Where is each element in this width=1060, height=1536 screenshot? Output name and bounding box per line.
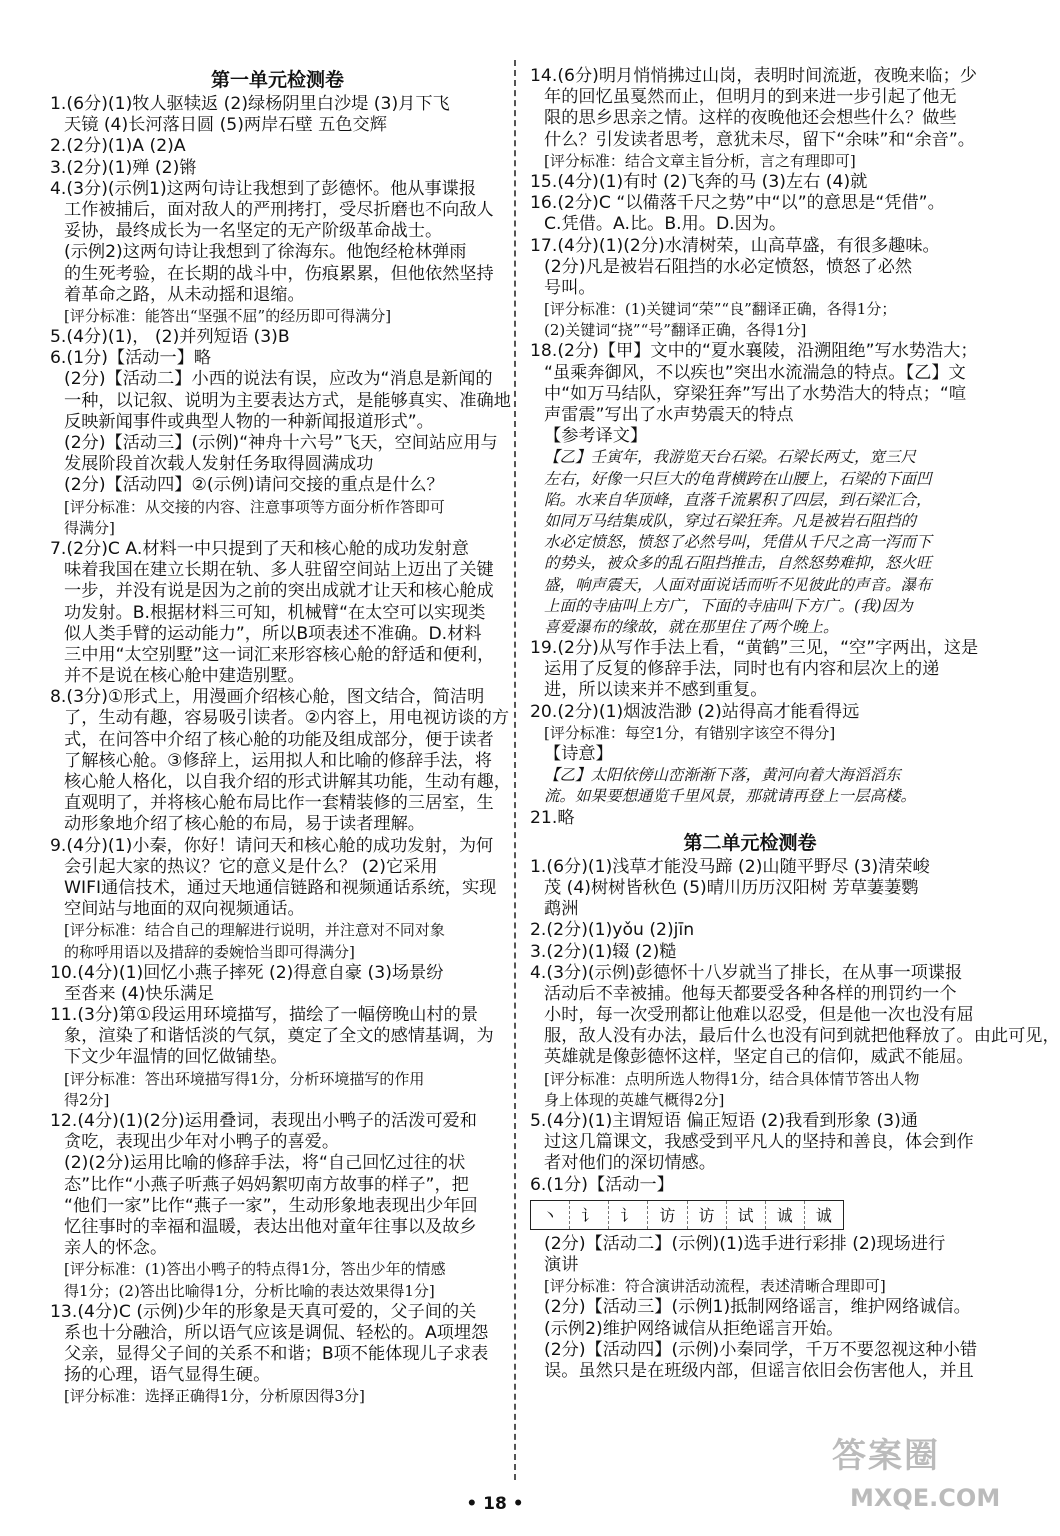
answer-line: [评分标准：结合自己的理解进行说明，并注意对不同对象 (64, 921, 445, 940)
answer-line: 身上体现的英雄气概得2分] (544, 1090, 725, 1109)
answer-line: 1.(6分)(1)牧人驱犊返 (2)绿杨阴里白沙堤 (3)月下飞 (50, 94, 450, 114)
answer-line: (2分)【活动二】小西的说法有误，应改为“消息是新闻的 (64, 369, 493, 390)
answer-line: 的势头，被众多的乱石阻挡推击，自然怒势难抑，怒火旺 (544, 554, 932, 573)
right-column (530, 66, 1060, 1382)
answer-line: 8.(3分)①形式上，用漫画介绍核心舱，图文结合，简洁明 (50, 687, 485, 708)
answer-line: 9.(4分)(1)小秦，你好！请问天和核心舱的成功发射，为何 (50, 835, 494, 856)
answer-line: (2分)【活动三】(示例1)抵制网络谣言，维护网络诚信。 (544, 1297, 971, 1318)
answer-line: 贪吃，表现出少年对小鸭子的喜爱。 (64, 1132, 340, 1153)
stroke-cell: 访 (648, 1201, 687, 1229)
answer-line: (2)关键词“挠”“号”翻译正确，各得1分] (544, 321, 807, 340)
answer-line: 父亲，显得父子间的关系不和谐；B项不能体现儿子求表 (64, 1344, 489, 1365)
answer-line: 年的回忆虽戛然而止，但明月的到来进一步引起了他无 (544, 87, 957, 108)
answer-line: 陷。水来自华顶峰，直落千流累积了四层，到石梁汇合， (544, 490, 932, 509)
answer-line: 11.(3分)第①段运用环境描写，描绘了一幅傍晚山村的景 (50, 1005, 479, 1026)
answer-line: [评分标准：符合演讲活动流程，表述清晰合理即可] (544, 1277, 886, 1296)
answer-line: 4.(3分)(示例)彭德怀十八岁就当了排长，在从事一项谍报 (530, 962, 963, 983)
answer-line: 如同万马结集成队，穿过石梁狂奔。凡是被岩石阻挡的 (544, 511, 917, 530)
answer-line: 13.(4分)C (示例)少年的形象是天真可爱的，父子间的关 (50, 1301, 477, 1322)
answer-line: 象，渲染了和谐恬淡的气氛，奠定了全文的感情基调，为 (64, 1026, 494, 1047)
stroke-cell: 诚 (766, 1201, 805, 1229)
watermark-logo: 答案圈 (832, 1436, 940, 1476)
answer-line: 上面的寺庙叫上方广，下面的寺庙叫下方广。(我)因为 (544, 596, 913, 615)
answer-line: 鹉洲 (544, 899, 579, 920)
right-answer-lines-c (530, 1233, 978, 1382)
answer-line: 【诗意】 (544, 744, 613, 764)
answer-line: [评分标准：从交接的内容、注意事项等方面分析作答即可 (64, 497, 445, 516)
answer-line: (示例2)这两句诗让我想到了徐海东。他饱经枪林弹雨 (64, 242, 467, 263)
column-divider (514, 60, 516, 1480)
answer-line: 活动后不幸被捕。他每天都要受各种各样的刑罚约一个 (544, 983, 957, 1004)
answer-line: [评分标准：点明所选人物得1分，结合具体情节答出人物 (544, 1069, 920, 1088)
answer-line: [评分标准：结合文章主旨分析，言之有理即可] (544, 151, 856, 170)
answer-line: 号叫。 (544, 277, 596, 298)
answer-line: 发展阶段首次载人发射任务取得圆满成功 (64, 454, 374, 475)
answer-line: 一步，并没有说是因为之前的突出成就才让天和核心舱成 (64, 581, 494, 602)
answer-line: 4.(3分)(示例1)这两句诗让我想到了彭德怀。他从事谍报 (50, 178, 477, 199)
answer-line: 核心舱人格化，以自我介绍的形式讲解其功能，生动有趣， (64, 772, 511, 792)
answer-line: 演讲 (544, 1254, 579, 1275)
stroke-cell: 丶 (531, 1201, 570, 1229)
answer-line: 5.(4分)(1)， (2)并列短语 (3)B (50, 327, 290, 348)
answer-line: 得2分] (64, 1090, 110, 1109)
answer-line: 2.(2分)(1)A (2)A (50, 136, 186, 157)
answer-line: (2分)【活动二】(示例)(1)选手进行彩排 (2)现场进行 (544, 1233, 946, 1254)
watermark-url: MXQE.COM (850, 1484, 1001, 1512)
stroke-order-grid (530, 1200, 844, 1230)
answer-line: 【乙】太阳依傍山峦渐渐下落，黄河向着大海滔滔东 (544, 766, 901, 785)
answer-line: [评分标准：能答出“坚强不屈”的经历即可得满分] (64, 306, 392, 325)
answer-line: 了，生动有趣，容易吸引读者。②内容上，用电视访谈的方 (64, 708, 510, 729)
answer-line: 限的思乡思亲之情。这样的夜晚他还会想些什么？做些 (544, 108, 957, 129)
answer-line: 了解核心舱。③修辞上，运用拟人和比喻的修辞手法，将 (64, 750, 492, 771)
answer-line: 者对他们的深切情感。 (544, 1153, 716, 1174)
answer-line: 12.(4分)(1)(2分)运用叠词，表现出小鸭子的活泼可爱和 (50, 1111, 477, 1131)
answer-line: 味着我国在建立长期在轨、多人驻留空间站上迈出了关键 (64, 560, 494, 581)
answer-line: 空间站与地面的双向视频通话。 (64, 899, 305, 920)
answer-line: 会引起大家的热议？它的意义是什么？ (2)它采用 (64, 856, 438, 877)
answer-line: 英雄就是像彭德怀这样，坚定自己的信仰，威武不能屈。 (544, 1047, 974, 1068)
unit-1-title: 第一单元检测卷 (210, 69, 344, 91)
answer-line: 直观明了，并将核心舱布局比作一套精装修的三居室，生 (64, 793, 494, 814)
answer-line: 5.(4分)(1)主谓短语 偏正短语 (2)我看到形象 (3)通 (530, 1111, 918, 1131)
answer-line: 忆往事时的幸福和温暖，表达出他对童年往事以及故乡 (64, 1216, 477, 1237)
answer-line: 服，敌人没有办法，最后什么也没有问到就把他释放了。由此可见， (544, 1026, 1060, 1047)
left-column (50, 66, 511, 1408)
answer-line: 19.(2分)从写作手法上看，“黄鹤”三见，“空”字两出，这是 (530, 638, 979, 659)
answer-line: 3.(2分)(1)辍 (2)糙 (530, 941, 677, 962)
answer-line: (2分)凡是被岩石阻挡的水必定愤怒，愤怒了必然 (544, 256, 913, 277)
answer-line: 得满分] (64, 518, 115, 537)
answer-line: 的生死考验，在长期的战斗中，伤痕累累，但他依然坚持 (64, 263, 494, 284)
answer-line: 并不是说在核心舱中建造别墅。 (64, 666, 305, 687)
answer-line: 得1分；(2)答出比喻得1分，分析比喻的表达效果得1分] (64, 1281, 435, 1300)
answer-line: (示例2)维护网络诚信从拒绝谣言开始。 (544, 1318, 844, 1339)
answer-line: 6.(1分)【活动一】略 (50, 348, 212, 369)
stroke-cell: 讠 (570, 1201, 609, 1229)
answer-line: 15.(4分)(1)有时 (2)飞奔的马 (3)左右 (4)就 (530, 171, 868, 192)
answer-line: [评分标准：答出环境描写得1分，分析环境描写的作用 (64, 1069, 425, 1088)
answer-line: [评分标准：每空1分，有错别字该空不得分] (544, 723, 836, 742)
answer-line: 流。如果要想通览千里风景，那就请再登上一层高楼。 (544, 787, 917, 806)
answer-line: 动形象地介绍了核心舱的布局，易于读者理解。 (64, 814, 425, 835)
answer-line: (2分)【活动四】(示例)小秦同学，千万不要忽视这种小错 (544, 1339, 978, 1360)
answer-line: 着革命之路，从未动摇和退缩。 (64, 284, 305, 305)
answer-line: 18.(2分)【甲】文中的“夏水襄陵，沿溯阻绝”写水势浩大； (530, 341, 978, 362)
answer-line: 16.(2分)C “以備落千尺之势”中“以”的意思是“凭借”。 (530, 193, 945, 214)
answer-line: 17.(4分)(1)(2分)水清树荣，山高草盛，有很多趣味。 (530, 235, 940, 256)
answer-line: 左右，好像一只巨大的龟背横跨在山腰上，石梁的下面凹 (544, 469, 932, 488)
answer-line: 声雷震”写出了水声势震天的特点 (544, 405, 794, 425)
answer-line: 反映新闻事件或典型人物的一种新闻报道形式”。 (64, 411, 434, 432)
answer-line: 扬的心理，语气显得生硬。 (64, 1365, 271, 1386)
answer-line: 下文少年温情的回忆做铺垫。 (64, 1047, 288, 1068)
answer-line: 茂 (4)树树皆秋色 (5)晴川历历汉阳树 芳草萋萋鹦 (544, 877, 919, 898)
answer-line: [评分标准：(1)关键词“荣”“良”翻译正确，各得1分； (544, 300, 897, 319)
stroke-cell: 试 (727, 1201, 766, 1229)
answer-line: 7.(2分)C A.材料一中只提到了天和核心舱的成功发射意 (50, 538, 469, 559)
answer-line: 3.(2分)(1)殚 (2)锵 (50, 157, 197, 178)
answer-line: 功发射。B.根据材料三可知，机械臂“在太空可以实现类 (64, 602, 486, 623)
answer-line: 态”比作“小燕子听燕子妈妈絮叨南方故事的样子”，把 (64, 1174, 469, 1195)
answer-line: 什么？引发读者思考，意犹未尽，留下“余味”和“余音”。 (544, 129, 975, 150)
answer-line: “他们一家”比作“燕子一家”，生动形象地表现出少年回 (64, 1195, 478, 1216)
answer-line: (2分)【活动三】(示例)“神舟十六号”飞天，空间站应用与 (64, 433, 498, 453)
answer-line: (2)(2分)运用比喻的修辞手法，将“自己回忆过往的状 (64, 1153, 466, 1174)
right-answer-lines-a (530, 66, 979, 829)
answer-line: 三中用“太空别墅”这一词汇来形容核心舱的舒适和便利， (64, 644, 495, 665)
answer-line: 至沓来 (4)快乐满足 (64, 983, 215, 1004)
answer-line: 中“如万马结队，穿梁狂奔”写出了水势浩大的特点；“喧 (544, 383, 967, 404)
answer-line: 盛，响声震天，人面对面说话而听不见彼此的声音。瀑布 (544, 575, 932, 594)
answer-line: 天镜 (4)长河落日圆 (5)两岸石壁 五色交辉 (64, 115, 387, 136)
answer-line: “虽乘奔御风，不以疾也”突出水流湍急的特点。【乙】文 (544, 362, 966, 383)
answer-line: 式，在问答中介绍了核心舱的功能及组成部分，便于读者 (64, 729, 494, 750)
answer-line: [评分标准：选择正确得1分，分析原因得3分] (64, 1387, 365, 1406)
answer-line: 6.(1分)【活动一】 (530, 1174, 674, 1195)
right-answer-lines-b (530, 856, 1060, 1196)
answer-line: 小时，每一次受刑都让他难以忍受，但是他一次也没有屈 (544, 1005, 974, 1026)
answer-line: [评分标准：(1)答出小鸭子的特点得1分，答出少年的情感 (64, 1260, 446, 1279)
page-number: • 18 • (466, 1494, 524, 1514)
answer-line: 1.(6分)(1)浅草才能没马蹄 (2)山随平野尽 (3)清荣峻 (530, 856, 930, 877)
answer-line: 【乙】壬寅年，我游览天台石梁。石梁长两丈，宽三尺 (544, 448, 917, 467)
left-answer-lines (50, 94, 511, 1408)
answer-line: 水必定愤怒，愤怒了必然号叫，凭借从千尺之高一泻而下 (544, 533, 932, 552)
stroke-cell: 诚 (815, 1206, 832, 1226)
answer-line: 一种，以记叙、说明为主要表达方式，是能够真实、准确地 (64, 390, 511, 411)
answer-line: 似人类手臂的运动能力”，所以B项表述不准确。D.材料 (64, 623, 482, 644)
answer-line: 的称呼用语以及措辞的委婉恰当即可得满分] (64, 942, 355, 961)
answer-line: C.凭借。A.比。B.用。D.因为。 (544, 214, 787, 235)
answer-line: 进，所以读来并不感到重复。 (544, 680, 768, 701)
answer-line: WIFI通信技术，通过天地通信链路和视频通话系统，实现 (64, 877, 497, 898)
answer-line: 妥协，最终成长为一名坚定的无产阶级革命战士。 (64, 221, 443, 242)
answer-line: 10.(4分)(1)回忆小燕子摔死 (2)得意自豪 (3)场景纷 (50, 962, 444, 983)
answer-line: 2.(2分)(1)yǒu (2)jīn (530, 920, 695, 941)
stroke-cell: 讠 (609, 1201, 648, 1229)
answer-line: (2分)【活动四】②(示例)请问交接的重点是什么？ (64, 475, 444, 496)
answer-line: 喜爱瀑布的缘故，就在那里住了两个晚上。 (544, 617, 839, 636)
unit-2-title: 第二单元检测卷 (683, 831, 817, 854)
answer-line: 运用了反复的修辞手法，同时也有内容和层次上的递 (544, 659, 940, 680)
answer-line: 亲人的怀念。 (64, 1238, 168, 1259)
stroke-cell: 访 (688, 1201, 727, 1229)
answer-line: 工作被捕后，面对敌人的严刑拷打，受尽折磨也不向敌人 (64, 199, 494, 220)
answer-line: 误。虽然只是在班级内部，但谣言依旧会伤害他人，并且 (544, 1360, 974, 1381)
answer-line: 系也十分融洽，所以语气应该是调侃、轻松的。A项埋怨 (64, 1322, 489, 1343)
answer-line: 【参考译文】 (544, 426, 648, 447)
answer-line: 21.略 (530, 807, 575, 828)
answer-line: 14.(6分)明月悄悄拂过山岗，表明时间流逝，夜晚来临；少 (530, 66, 977, 86)
answer-line: 20.(2分)(1)烟波浩渺 (2)站得高才能看得远 (530, 701, 860, 722)
answer-line: 过这几篇课文，我感受到平凡人的坚持和善良，体会到作 (544, 1132, 974, 1153)
